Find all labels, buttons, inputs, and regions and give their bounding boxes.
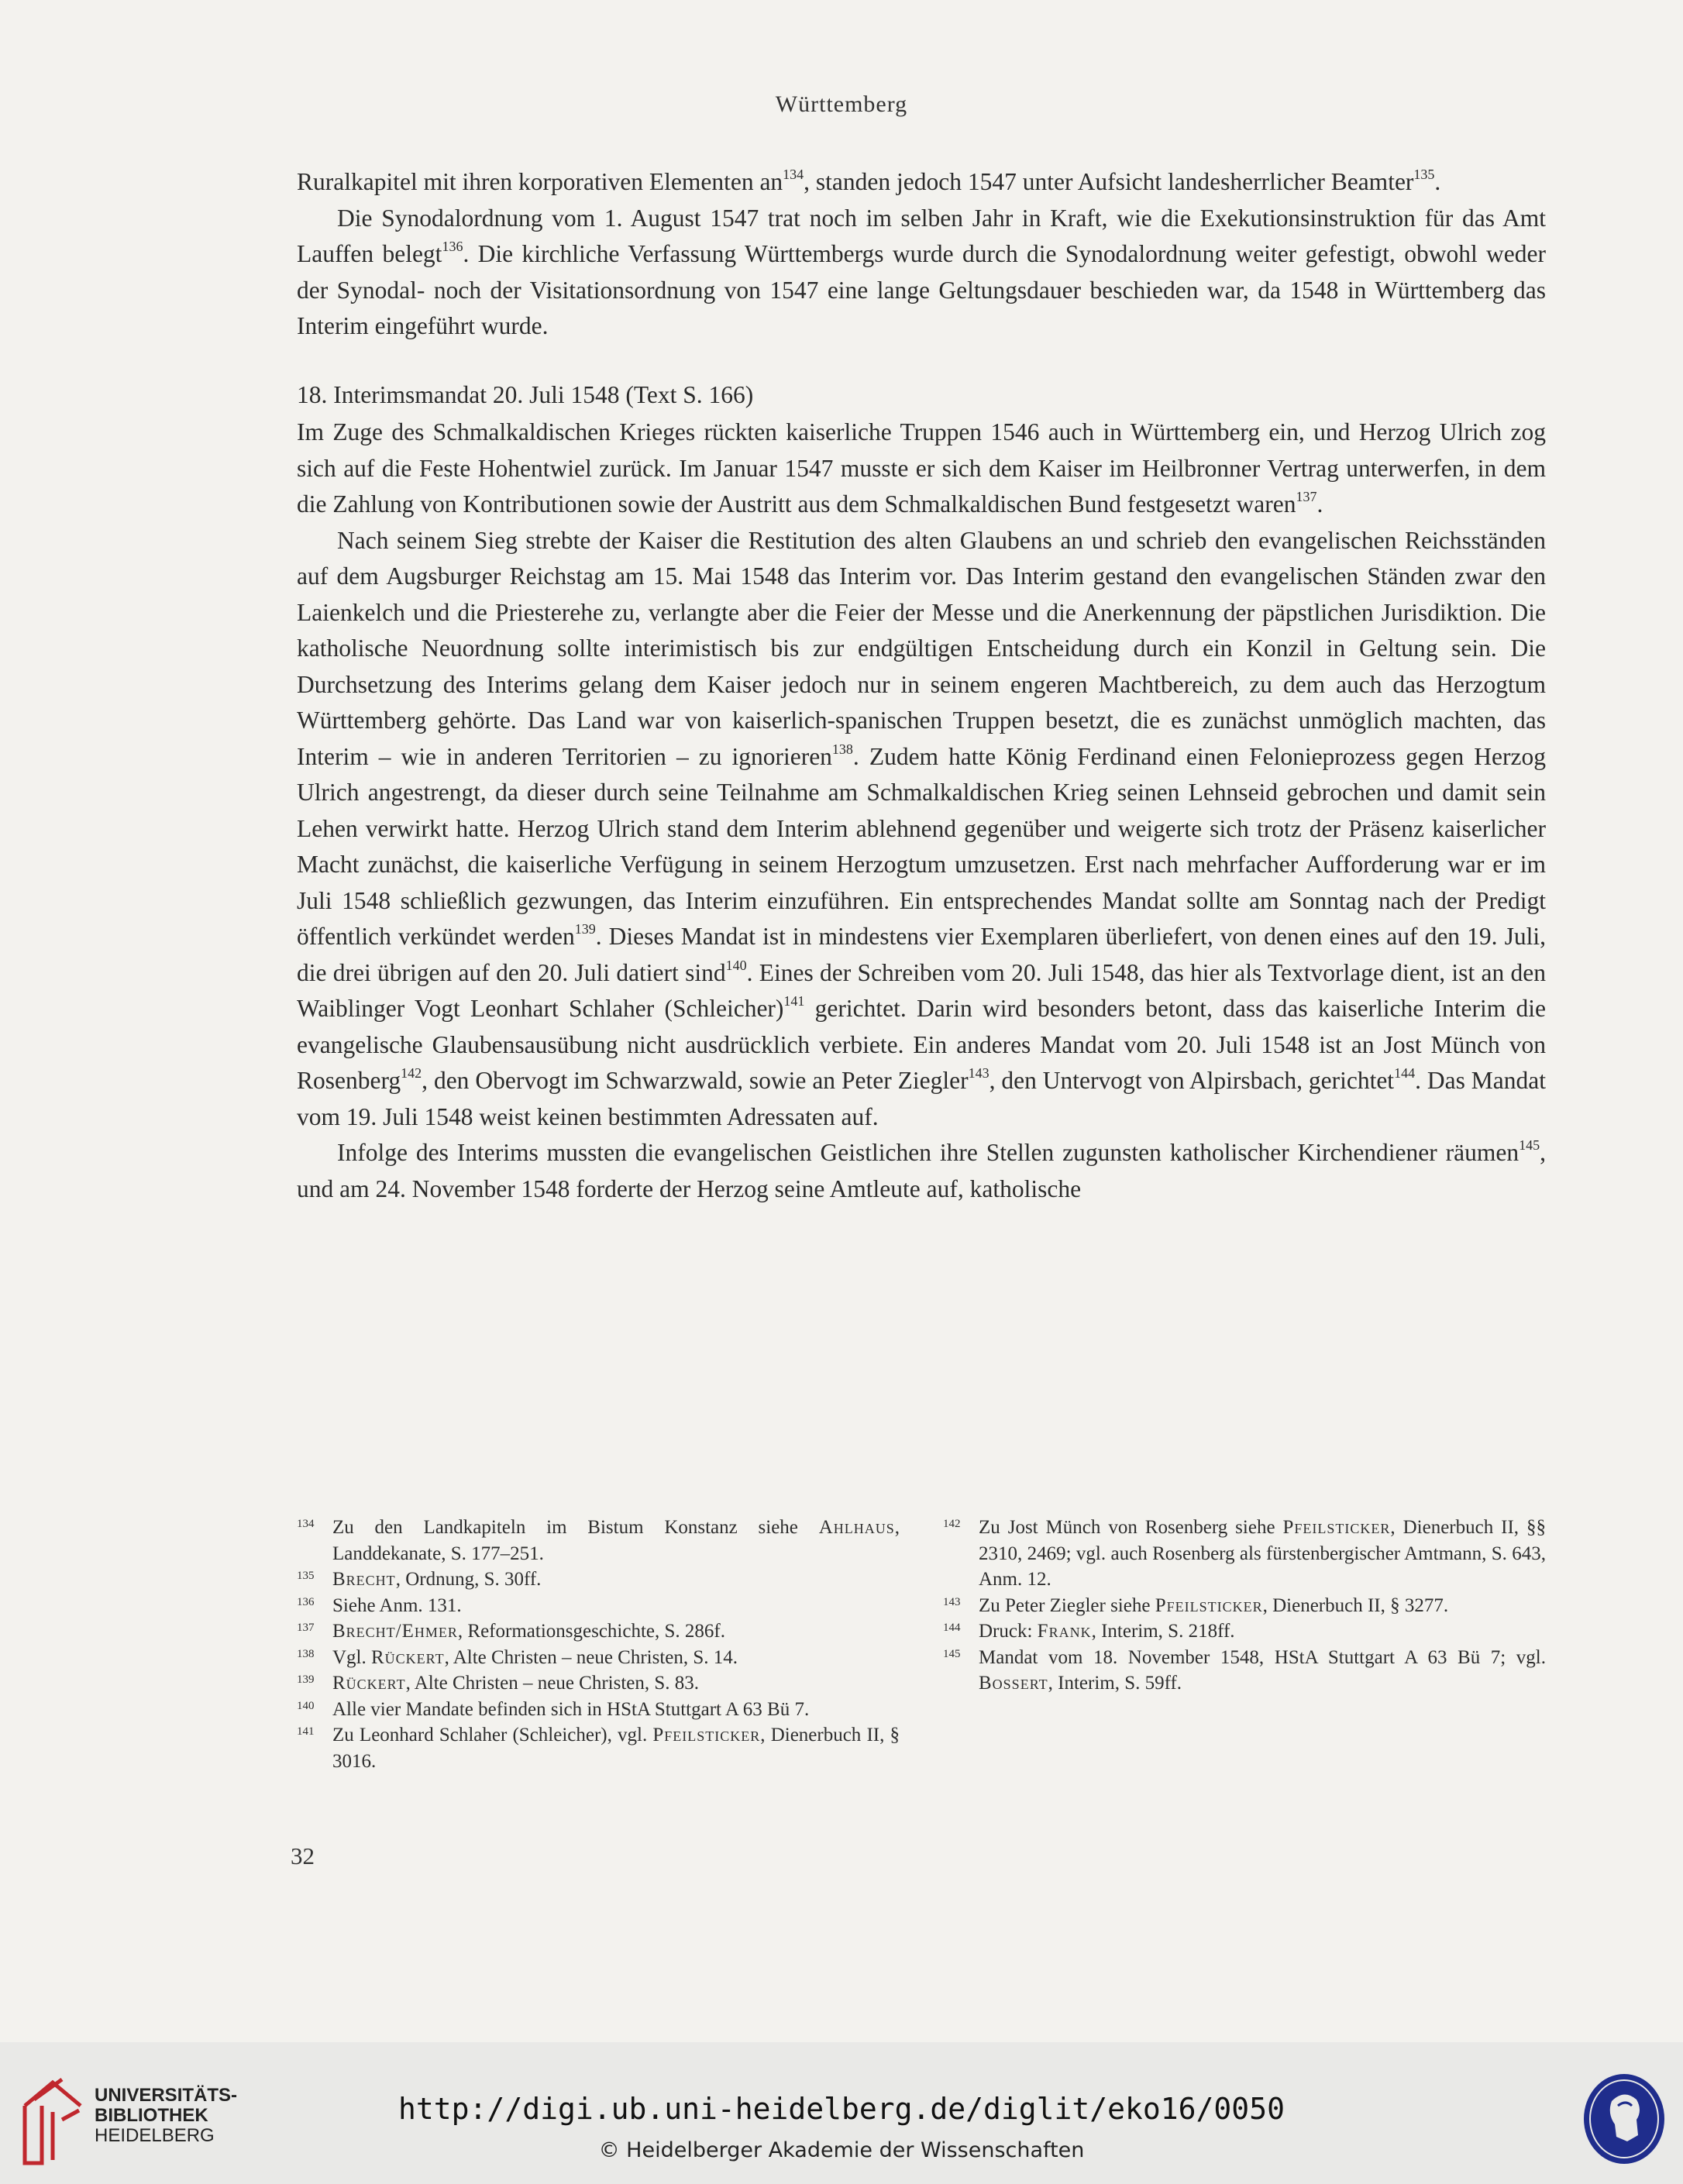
footnote: 135 Brecht, Ordnung, S. 30ff. bbox=[297, 1567, 900, 1593]
footnote-ref-144[interactable]: 144 bbox=[1394, 1065, 1416, 1081]
footnote: 145 Mandat vom 18. November 1548, HStA Stuttgart A 63 Bü 7; vgl. Bossert, Interim, S. 59ff. bbox=[943, 1645, 1546, 1697]
footnote-number: 139 bbox=[297, 1673, 315, 1686]
footnote-ref-145[interactable]: 145 bbox=[1519, 1137, 1540, 1153]
footnote-ref-140[interactable]: 140 bbox=[725, 957, 747, 973]
footnote-ref-136[interactable]: 136 bbox=[442, 239, 463, 254]
footnote: 141 Zu Leonhard Schlaher (Schleicher), vgl. Pfeilsticker, Dienerbuch II, § 3016. bbox=[297, 1722, 900, 1774]
paragraph-4: Nach seinem Sieg strebte der Kaiser die Restitution des alten Glaubens an und schrieb den evangelischen Reichsständen auf dem Augsburger Reichstag am 15. Mai 1548 das Interim vor. Das Interim gestand den evangelischen Ständen zwar den Laienkelch und die Priesterehe zu, verlangte aber die Feier der Messe und die Anerkennung der päpstlichen Jurisdiktion. Die katholische Neuordnung sollte interimistisch bis zur endgültigen Entscheidung durch ein Konzil in Geltung sein. Die Durchsetzung des Interims gelang dem Kaiser jedoch nur in seinem engeren Machtbereich, zu dem auch das Herzogtum Württemberg gehörte. Das Land war von kaiserlich-spanischen Truppen besetzt, die es zunächst unmöglich machten, das Interim – wie in anderen Territorien – zu ignorieren$^{138}$. Zudem hatte König Ferdinand einen Felonieprozess gegen Herzog Ulrich angestrengt, da dieser durch seine Teilnahme am Schmalkaldischen Krieg seinen Lehnseid gebrochen und damit sein Lehen verwirkt hatte. Herzog Ulrich stand dem Interim ablehnend gegenüber und weigerte sich trotz der Präsenz kaiserlicher Macht zunächst, die kaiserliche Verfügung in seinem Herzogtum umzusetzen. Erst nach mehrfacher Aufforderung war er im Juli 1548 schließlich gezwungen, das Interim einzuführen. Ein entsprechendes Mandat sollte am Sonntag nach der Predigt öffentlich verkündet werden$^{139}$. Dieses Mandat ist in mindestens vier Exemplaren überliefert, von denen eines auf den 19. Juli, die drei übrigen auf den 20. Juli datiert sind$^{140}$. Eines der Schreiben vom 20. Juli 1548, das hier als Textvorlage dient, ist an den Waiblinger Vogt Leonhart Schlaher (Schleicher)$^{141}$ gerichtet. Darin wird besonders betont, dass das kaiserliche Interim die evangelische Glaubensausübung nicht ausdrücklich verbiete. Ein anderes Mandat vom 20. Juli 1548 ist an Jost Münch von Rosenberg$^{142}$, den Obervogt im Schwarzwald, sowie an Peter Ziegler$^{143}$, den Untervogt von Alpirsbach, gerichtet$^{144}$. Das Mandat vom 19. Juli 1548 weist keinen bestimmten Adressaten auf. bbox=[297, 526, 1546, 1130]
copyright-notice: © Heidelberger Akademie der Wissenschaften bbox=[598, 2138, 1085, 2162]
footnote-ref-141[interactable]: 141 bbox=[783, 993, 805, 1009]
footnote-ref-137[interactable]: 137 bbox=[1296, 489, 1317, 504]
footnote: 144 Druck: Frank, Interim, S. 218ff. bbox=[943, 1618, 1546, 1645]
footnote-number: 136 bbox=[297, 1595, 315, 1608]
footnote-number: 143 bbox=[943, 1595, 961, 1608]
footnote-number: 135 bbox=[297, 1570, 315, 1582]
academy-seal-icon[interactable] bbox=[1581, 2070, 1668, 2168]
footnote-number: 141 bbox=[297, 1725, 315, 1738]
footnote: 137 Brecht/Ehmer, Reformationsgeschichte, S. 286f. bbox=[297, 1618, 900, 1645]
footnote-ref-142[interactable]: 142 bbox=[401, 1065, 422, 1081]
viewer-footer bbox=[0, 2042, 1683, 2184]
footnote-number: 142 bbox=[943, 1518, 961, 1530]
footnote: 140 Alle vier Mandate befinden sich in HStA Stuttgart A 63 Bü 7. bbox=[297, 1697, 900, 1723]
footnote: 143 Zu Peter Ziegler siehe Pfeilsticker, Dienerbuch II, § 3277. bbox=[943, 1593, 1546, 1619]
paragraph-1: Ruralkapitel mit ihren korporativen Elementen $an^{134}$, standen jedoch 1547 unter Aufsicht landesherrlicher Beamter$^{135}$. bbox=[297, 167, 1441, 195]
footnotes-right-column bbox=[943, 1515, 1546, 1774]
footnote: 138 Vgl. Rückert, Alte Christen – neue Christen, S. 14. bbox=[297, 1645, 900, 1671]
footnote-ref-139[interactable]: 139 bbox=[574, 921, 596, 937]
running-title: Württemberg bbox=[775, 91, 908, 117]
footnote-ref-134[interactable]: 134 bbox=[783, 167, 804, 182]
footnote: 134 Zu den Landkapiteln im Bistum Konstanz siehe Ahlhaus, Landdekanate, S. 177–251. bbox=[297, 1515, 900, 1567]
footnote-number: 137 bbox=[297, 1622, 315, 1634]
paragraph-3: Im Zuge des Schmalkaldischen Krieges rückten kaiserliche Truppen 1546 auch in Württemberg ein, und Herzog Ulrich zog sich auf die Feste Hohentwiel zurück. Im Januar 1547 musste er sich dem Kaiser im Heilbronner Vertrag unterwerfen, in dem die Zahlung von Kontributionen sowie der Austritt aus dem Schmalkaldischen Bund festgesetzt waren$^{137}$. bbox=[297, 418, 1546, 518]
footnote: 136 Siehe Anm. 131. bbox=[297, 1593, 900, 1619]
paragraph-2: Die Synodalordnung vom 1. August 1547 trat noch im selben Jahr in Kraft, wie die Exekutionsinstruktion für das Amt Lauffen belegt$^{136}$. Die kirchliche Verfassung Württembergs wurde durch die Synodalordnung weiter gefestigt, obwohl weder der Synodal- noch der Visitationsordnung von 1547 eine lange Geltungsdauer beschieden war, da 1548 in Württemberg das Interim eingeführt wurde. bbox=[297, 204, 1546, 339]
footnotes-left-column bbox=[297, 1515, 900, 1774]
footnote-number: 145 bbox=[943, 1647, 961, 1660]
footnote: 142 Zu Jost Münch von Rosenberg siehe Pfeilsticker, Dienerbuch II, §§ 2310, 2469; vgl. auch Rosenberg als fürstenbergischer Amtmann, S. 643, Anm. 12. bbox=[943, 1515, 1546, 1593]
section-heading: 18. Interimsmandat 20. Juli 1548 (Text S. 166) bbox=[297, 380, 754, 408]
footnote-number: 134 bbox=[297, 1518, 315, 1530]
footnotes bbox=[297, 1515, 1546, 1774]
permalink-url[interactable]: http://digi.ub.uni-heidelberg.de/diglit/eko16/0050 bbox=[398, 2092, 1285, 2126]
paragraph-5: Infolge des Interims mussten die evangelischen Geistlichen ihre Stellen zugunsten katholischer Kirchendiener räumen$^{145}$, und am 24. November 1548 forderte der Herzog seine Amtleute auf, katholische bbox=[297, 1137, 1546, 1202]
footnote-ref-143[interactable]: 143 bbox=[968, 1065, 989, 1081]
footnote-ref-138[interactable]: 138 bbox=[831, 741, 853, 757]
page-number: 32 bbox=[291, 1842, 315, 1869]
footnote-number: 144 bbox=[943, 1622, 961, 1634]
main-text bbox=[297, 164, 1546, 1207]
footnote: 139 Rückert, Alte Christen – neue Christen, S. 83. bbox=[297, 1670, 900, 1697]
library-name: UNIVERSITÄTS- BIBLIOTHEK HEIDELBERG bbox=[95, 2085, 238, 2146]
footnote-ref-135[interactable]: 135 bbox=[1413, 167, 1435, 182]
footnote-number: 138 bbox=[297, 1647, 315, 1660]
footnote-number: 140 bbox=[297, 1699, 315, 1712]
